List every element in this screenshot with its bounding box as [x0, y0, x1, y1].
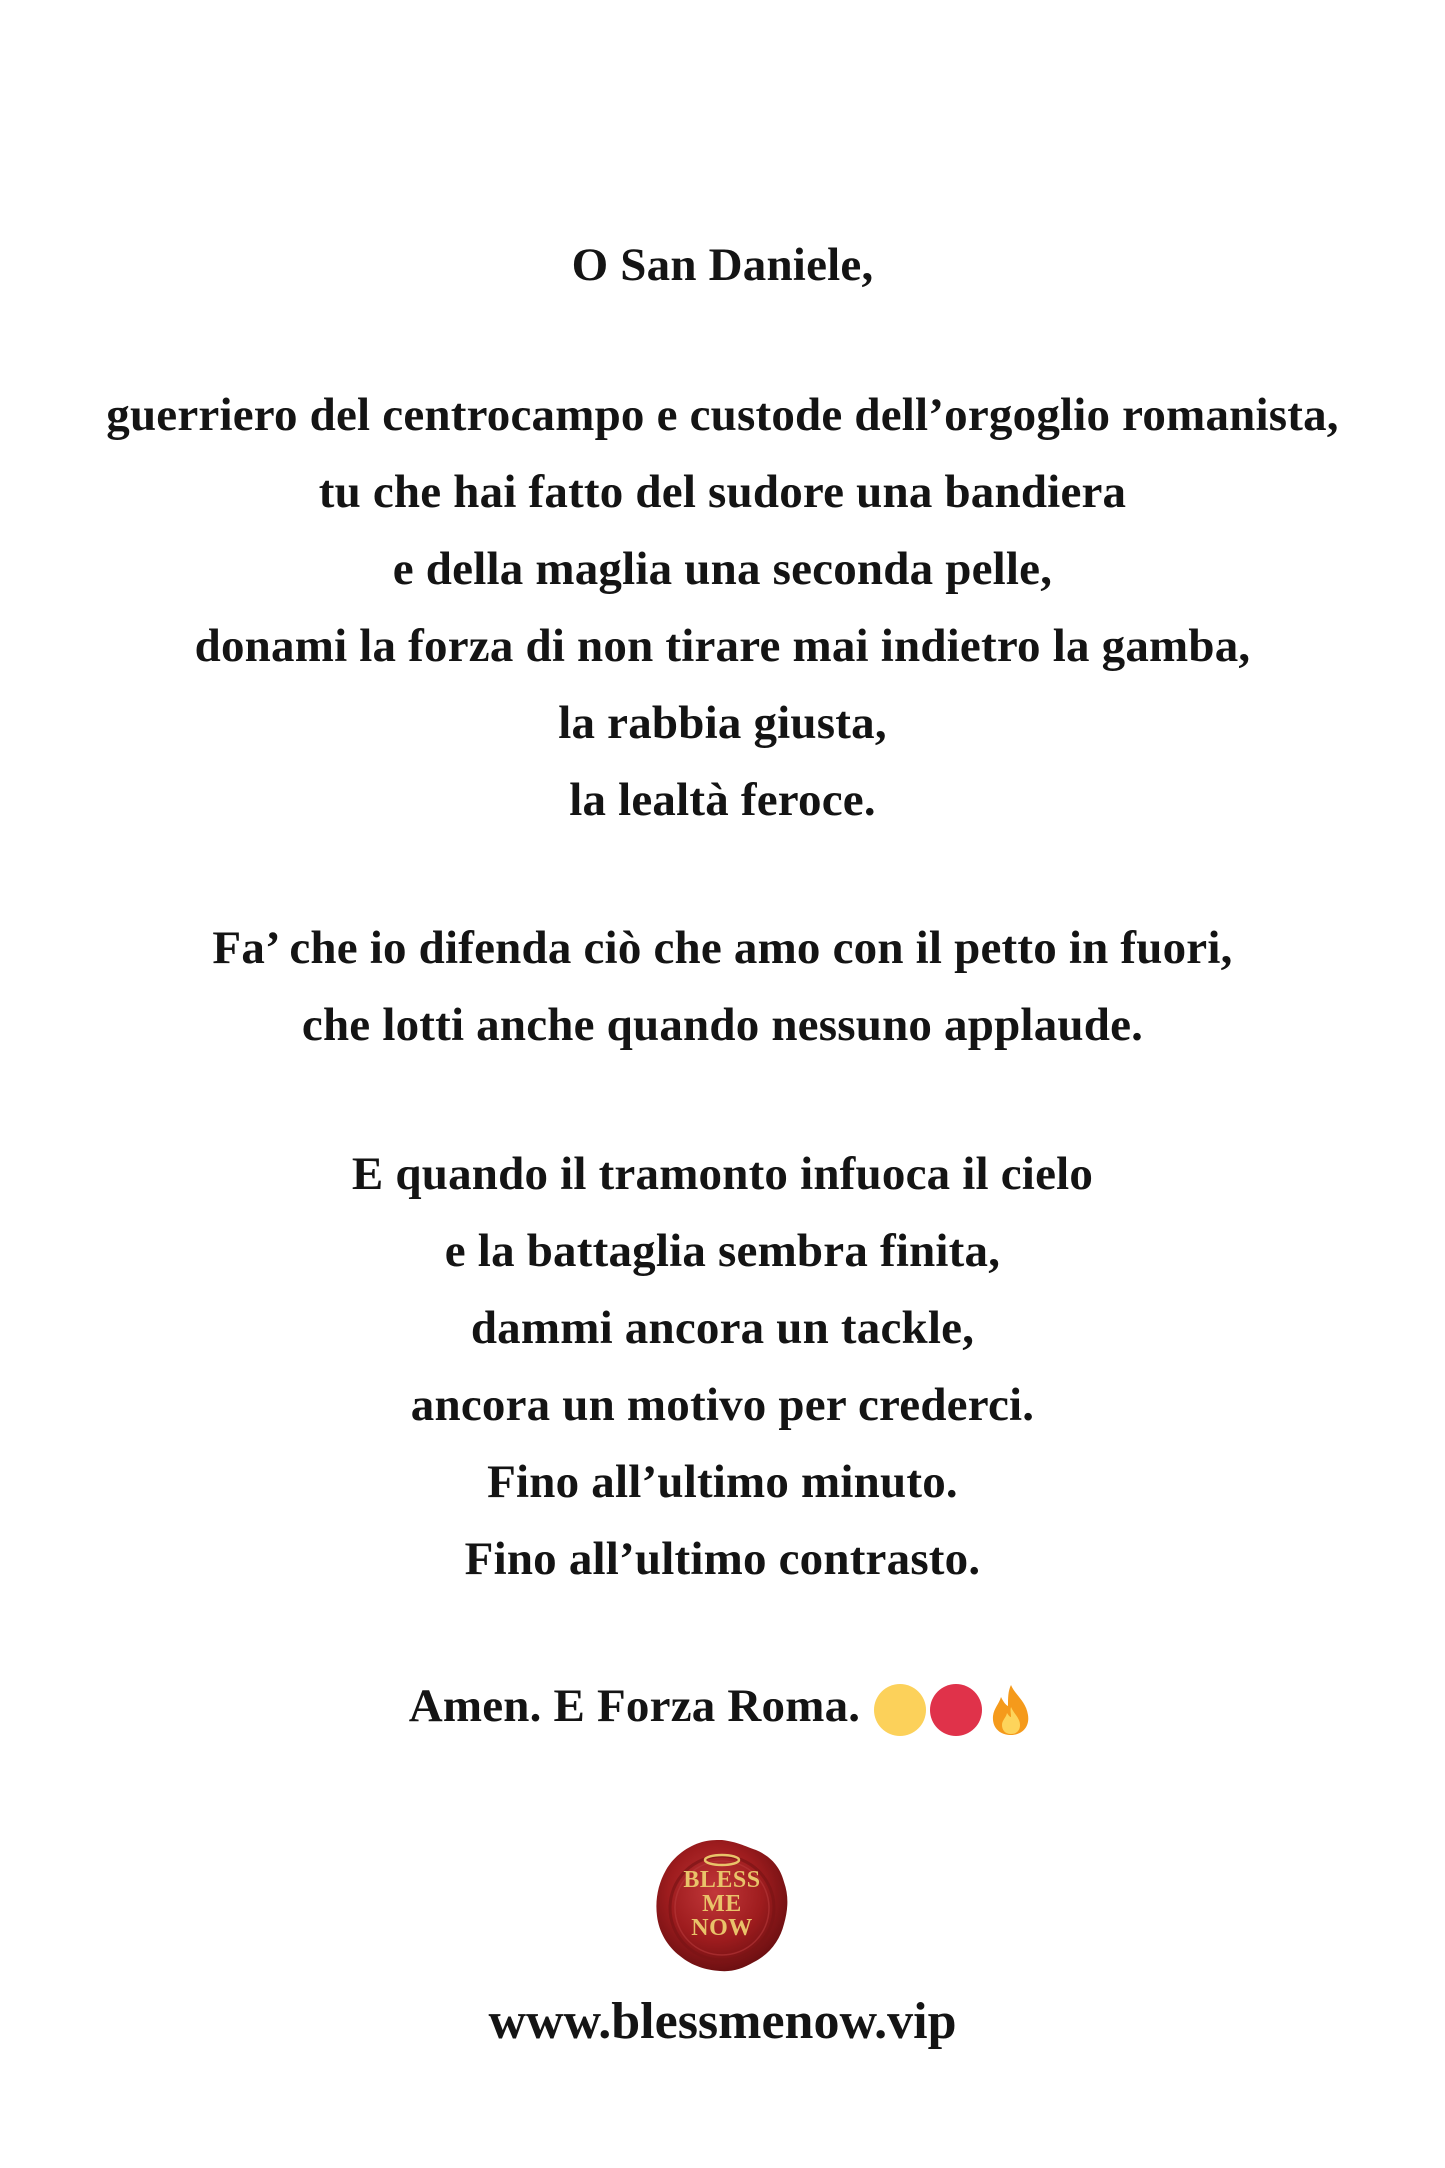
poem-line: Fa’ che io difenda ciò che amo con il petto in fuori, — [212, 922, 1233, 974]
poem-line: tu che hai fatto del sudore una bandiera — [318, 466, 1127, 518]
seal-text-line: NOW — [691, 1915, 753, 1941]
closing-line — [0, 1676, 1445, 1741]
poem-line: la lealtà feroce. — [569, 774, 876, 826]
bless-me-now-seal — [652, 1836, 792, 1976]
closing-text: Amen. E Forza Roma. — [408, 1680, 861, 1732]
website-link[interactable]: www.blessmenow.vip — [488, 1993, 957, 2050]
poem-line: O San Daniele, — [571, 239, 874, 291]
poem-line: la rabbia giusta, — [558, 697, 887, 749]
emoji-row — [874, 1676, 1036, 1737]
fire-icon — [986, 1683, 1036, 1737]
poem-line: donami la forza di non tirare mai indietro la gamba, — [194, 620, 1251, 672]
red-circle-icon — [930, 1684, 982, 1736]
seal-text-line: BLESS — [683, 1867, 761, 1893]
poem-line: ancora un motivo per crederci. — [410, 1379, 1035, 1431]
seal-text-line: ME — [702, 1891, 742, 1917]
poem-line: e la battaglia sembra finita, — [444, 1225, 1001, 1277]
poem-line: e della maglia una seconda pelle, — [392, 543, 1053, 595]
poem-line: E quando il tramonto infuoca il cielo — [351, 1148, 1094, 1200]
poem-line: Fino all’ultimo contrasto. — [464, 1533, 981, 1585]
poem-line: dammi ancora un tackle, — [470, 1302, 975, 1354]
poem-line: Fino all’ultimo minuto. — [487, 1456, 958, 1508]
yellow-circle-icon — [874, 1684, 926, 1736]
poem-line: che lotti anche quando nessuno applaude. — [301, 999, 1144, 1051]
poem-line: guerriero del centrocampo e custode dell’orgoglio romanista, — [106, 389, 1339, 441]
